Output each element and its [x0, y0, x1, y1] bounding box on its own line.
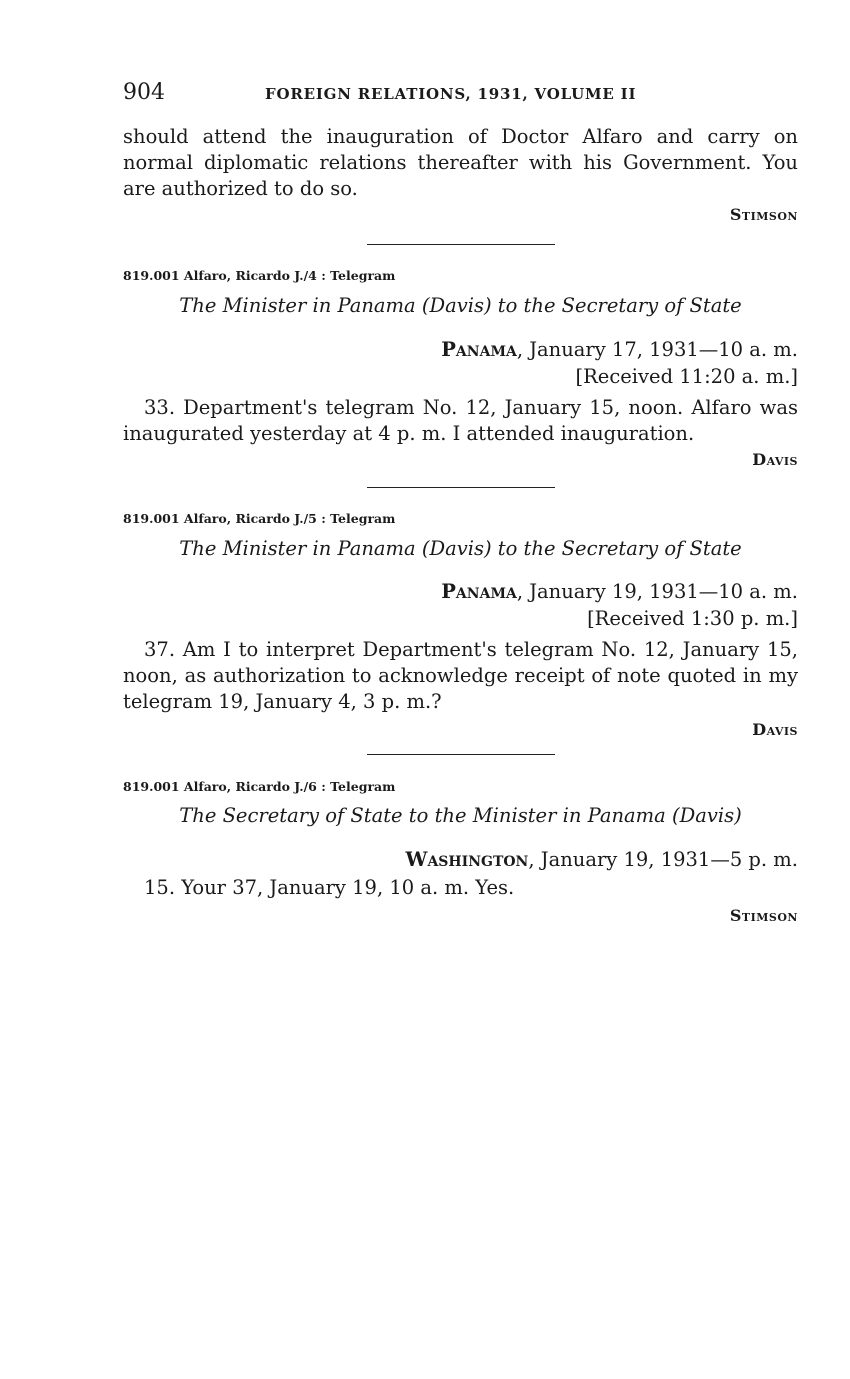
- opening-signature: Stimson: [729, 205, 798, 224]
- doc3-title: The Secretary of State to the Minister in Panama (Davis): [179, 804, 742, 827]
- doc2-place: Panama: [441, 580, 517, 603]
- doc1-received: [Received 11:20 a. m.]: [575, 365, 798, 388]
- doc3-signature: Stimson: [729, 906, 798, 925]
- page-number: 904: [123, 80, 165, 105]
- doc3-file-ref: 819.001 Alfaro, Ricardo J./6 : Telegram: [123, 779, 396, 794]
- doc1-file-ref: 819.001 Alfaro, Ricardo J./4 : Telegram: [123, 268, 396, 283]
- doc3-dateline: [406, 848, 798, 871]
- section-divider: [367, 754, 555, 755]
- opening-paragraph: should attend the inauguration of Doctor Alfaro and carry on normal diplomatic relations thereafter with his Government. You are authorized to do so.: [123, 125, 798, 200]
- doc3-date: , January 19, 1931—5 p. m.: [528, 848, 798, 871]
- section-divider: [367, 244, 555, 245]
- doc1-date: , January 17, 1931—10 a. m.: [516, 338, 798, 361]
- doc3-body: 15. Your 37, January 19, 10 a. m. Yes.: [144, 876, 515, 899]
- doc2-body: 37. Am I to interpret Department's telegram No. 12, January 15, noon, as authorization to acknowledge receipt of note quoted in my telegram 19, January 4, 3 p. m.?: [123, 638, 798, 713]
- doc2-file-ref: 819.001 Alfaro, Ricardo J./5 : Telegram: [123, 511, 396, 526]
- doc2-date: , January 19, 1931—10 a. m.: [516, 580, 798, 603]
- doc2-title: The Minister in Panama (Davis) to the Secretary of State: [179, 537, 742, 560]
- doc1-place: Panama: [441, 338, 517, 361]
- doc1-body: 33. Department's telegram No. 12, January 15, noon. Alfaro was inaugurated yesterday at 4 p. m. I attended inauguration.: [123, 396, 798, 445]
- section-divider: [367, 487, 555, 488]
- doc2-received: [Received 1:30 p. m.]: [587, 607, 798, 630]
- running-head: FOREIGN RELATIONS, 1931, VOLUME II: [265, 85, 637, 103]
- page-header: [123, 80, 798, 110]
- doc3-place: Washington: [405, 848, 529, 871]
- doc2-signature: Davis: [752, 720, 798, 739]
- doc1-dateline: [441, 338, 798, 361]
- doc1-title: The Minister in Panama (Davis) to the Secretary of State: [179, 294, 742, 317]
- doc2-dateline: [441, 580, 798, 603]
- doc1-signature: Davis: [752, 450, 798, 469]
